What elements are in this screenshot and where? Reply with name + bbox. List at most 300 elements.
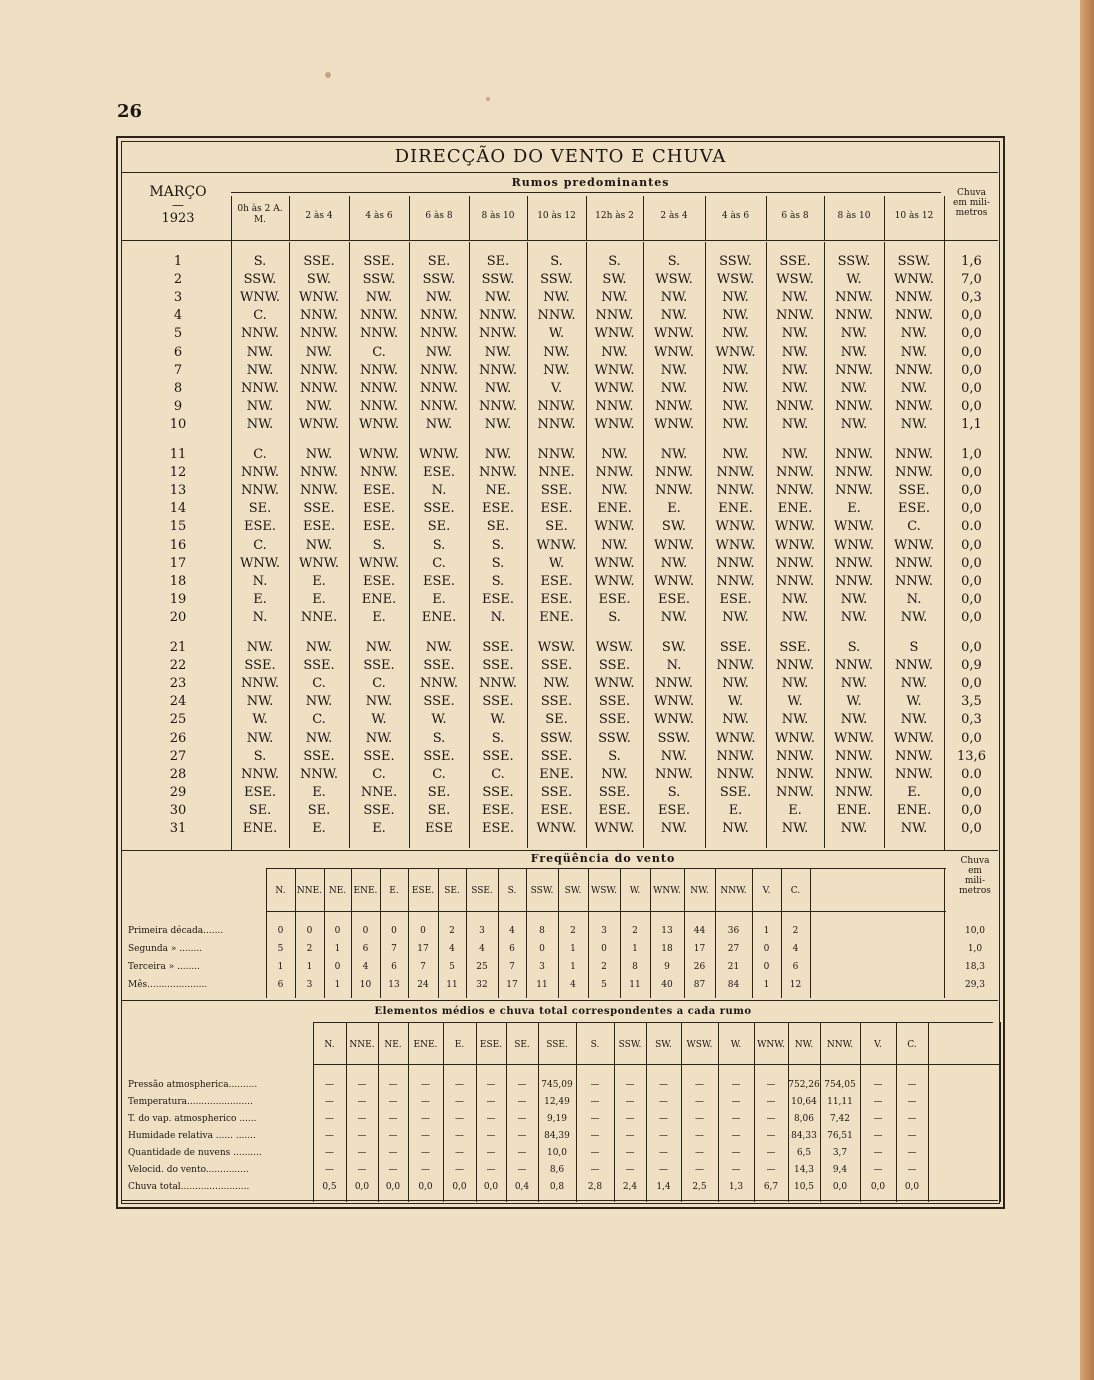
elements-value-cell: 9,4 [832, 1165, 848, 1175]
elements-value-cell: 2,8 [587, 1182, 603, 1192]
wind-direction-cell: NNW. [776, 658, 814, 674]
wind-direction-cell: ESE. [481, 501, 515, 517]
wind-direction-cell: NW. [781, 326, 809, 342]
elements-value-cell: — [421, 1148, 430, 1158]
elements-value-cell: — [766, 1097, 776, 1107]
wind-direction-cell: S. [253, 254, 267, 269]
wind-direction-cell: SSE. [303, 748, 335, 764]
wind-direction-cell: NNW. [595, 308, 634, 324]
wind-direction-cell: NW. [246, 416, 274, 432]
wind-direction-cell: WNW. [654, 537, 694, 553]
wind-direction-cell: SSE. [363, 254, 395, 269]
wind-direction-cell: SSW. [243, 272, 277, 288]
wind-direction-cell: E. [667, 501, 681, 517]
wind-direction-cell: NW. [660, 447, 688, 462]
wind-direction-cell: SSW. [719, 254, 752, 269]
wind-direction-cell: NNW. [420, 398, 458, 414]
elements-col-header: SSW. [618, 1040, 642, 1050]
elements-value-cell: — [907, 1148, 917, 1158]
elements-value-cell: — [517, 1097, 527, 1107]
elements-value-cell: — [325, 1148, 334, 1158]
elements-value-cell: — [659, 1165, 668, 1175]
wind-direction-cell: NNW. [360, 362, 398, 378]
elements-col-header: W. [730, 1040, 742, 1050]
wind-direction-cell: WNW. [715, 730, 756, 746]
rule [266, 868, 946, 869]
elements-value-cell: 84,39 [544, 1131, 570, 1141]
wind-direction-cell: NW. [722, 326, 749, 342]
frequency-title: Freqüência do vento [530, 852, 676, 865]
elements-value-cell: 0,0 [418, 1182, 433, 1192]
wind-direction-cell: N. [252, 609, 268, 625]
wind-direction-cell: NNW. [776, 308, 814, 324]
wind-direction-cell: NW. [722, 416, 749, 432]
freq-value-cell: 9 [664, 962, 670, 972]
wind-direction-cell: C. [312, 712, 326, 728]
wind-direction-cell: NNE. [538, 465, 575, 481]
day-number: 15 [169, 519, 187, 535]
wind-direction-cell: SSE. [598, 694, 631, 710]
rain-cell: 0,0 [961, 501, 982, 517]
freq-value-cell: 4 [509, 926, 515, 936]
wind-direction-cell: ENE. [242, 821, 278, 836]
wind-direction-cell: W. [846, 272, 862, 288]
wind-direction-cell: SE. [545, 519, 568, 535]
freq-value-cell: 26 [693, 962, 706, 972]
wind-direction-cell: NW. [840, 676, 868, 692]
rain-cell: 0,0 [961, 802, 982, 818]
freq-value-cell: 4 [479, 944, 485, 954]
rule [121, 240, 998, 241]
day-number: 5 [173, 326, 183, 342]
wind-direction-cell: WSW. [716, 272, 755, 288]
elements-value-cell: — [766, 1080, 776, 1090]
wind-direction-cell: ENE. [421, 609, 457, 625]
wind-direction-cell: NW. [246, 344, 274, 360]
wind-direction-cell: S. [491, 555, 505, 571]
wind-direction-cell: SSE. [303, 254, 335, 269]
freq-value-cell: 1 [570, 944, 576, 954]
hour-header-0: 0h às 2 A. M. [237, 204, 283, 225]
elements-value-cell: — [421, 1114, 430, 1124]
wind-direction-cell: NW. [781, 416, 809, 432]
paper-stain [486, 97, 490, 101]
elements-value-cell: 752,26 [788, 1080, 820, 1090]
wind-direction-cell: ENE. [896, 802, 932, 818]
wind-direction-cell: WNW. [715, 537, 756, 553]
freq-row-label: Segunda » ........ [128, 944, 203, 954]
wind-direction-cell: NW. [840, 591, 868, 607]
elements-value-cell: — [421, 1165, 430, 1175]
wind-direction-cell: ESE. [657, 802, 691, 818]
wind-direction-cell: SSE. [423, 501, 455, 517]
wind-direction-cell: SE. [427, 784, 451, 800]
rain-cell: 0,0 [961, 591, 982, 607]
wind-direction-cell: SSE. [540, 658, 573, 674]
rain-cell: 0,0 [961, 465, 982, 481]
elements-value-cell: 754,05 [824, 1080, 856, 1090]
elements-value-cell: — [907, 1165, 917, 1175]
wind-direction-cell: SSE. [719, 640, 752, 655]
rule [121, 850, 998, 851]
freq-value-cell: 21 [727, 962, 740, 972]
wind-direction-cell: SSW. [837, 254, 871, 269]
elements-value-cell: — [455, 1097, 464, 1107]
freq-value-cell: 24 [417, 980, 429, 990]
elements-value-cell: — [357, 1165, 367, 1175]
elements-value-cell: — [873, 1165, 883, 1175]
wind-direction-cell: V. [550, 380, 563, 396]
wind-direction-cell: WNW. [654, 326, 694, 342]
freq-value-cell: 6 [509, 944, 515, 954]
day-number: 9 [173, 398, 183, 414]
page-number: 26 [117, 101, 143, 122]
freq-value-cell: 17 [417, 944, 429, 954]
wind-direction-cell: W. [727, 694, 744, 710]
wind-direction-cell: NW. [660, 362, 688, 378]
elements-col-header: S. [590, 1040, 600, 1050]
wind-direction-cell: NNW. [835, 465, 873, 481]
wind-direction-cell: SSW. [598, 730, 631, 746]
wind-direction-cell: NNW. [360, 380, 398, 396]
day-number: 21 [169, 640, 187, 655]
freq-value-cell: 17 [693, 944, 706, 954]
elements-value-cell: — [695, 1114, 704, 1124]
elements-value-cell: — [695, 1080, 704, 1090]
wind-direction-cell: NNW. [895, 362, 933, 378]
wind-direction-cell: E. [372, 821, 386, 836]
wind-direction-cell: NNW. [360, 326, 398, 342]
freq-value-cell: 6 [277, 980, 284, 990]
elements-value-cell: — [766, 1114, 776, 1124]
wind-direction-cell: WNW. [654, 573, 694, 589]
elements-value-cell: 2,5 [692, 1182, 707, 1192]
freq-value-cell: 4 [570, 980, 576, 990]
wind-direction-cell: WNW. [594, 362, 635, 378]
elements-value-cell: — [517, 1148, 527, 1158]
wind-direction-cell: NW. [722, 290, 749, 306]
wind-direction-cell: NW. [660, 290, 688, 306]
rain-cell: 0,0 [961, 398, 982, 414]
wind-direction-cell: NNW. [895, 658, 933, 674]
freq-value-cell: 5 [601, 980, 607, 990]
wind-direction-cell: NNW. [776, 766, 814, 782]
hour-header-9: 6 às 8 [781, 211, 809, 221]
freq-col-header: NW. [690, 886, 709, 896]
freq-value-cell: 6 [362, 944, 369, 954]
day-number: 20 [169, 609, 187, 625]
elements-col-header: E. [454, 1040, 465, 1050]
elements-value-cell: — [590, 1097, 600, 1107]
rain-cell: 0,0 [961, 555, 982, 571]
hour-header-5: 10 às 12 [537, 211, 576, 221]
wind-direction-cell: ENE. [777, 501, 813, 517]
wind-direction-cell: NNW. [835, 748, 873, 764]
rain-cell: 0,0 [961, 609, 982, 625]
elements-value-cell: — [659, 1080, 668, 1090]
wind-direction-cell: NW. [660, 555, 688, 571]
hour-header-3: 6 às 8 [425, 211, 453, 221]
day-number: 19 [169, 591, 187, 607]
wind-direction-cell: C. [432, 555, 446, 571]
wind-direction-cell: E. [432, 591, 446, 607]
wind-direction-cell: SSE. [363, 658, 395, 674]
day-number: 8 [173, 380, 183, 396]
wind-direction-cell: NW. [484, 290, 512, 306]
wind-direction-cell: NW. [781, 344, 809, 360]
freq-value-cell: 7 [391, 944, 397, 954]
wind-direction-cell: NNW. [835, 573, 873, 589]
freq-rain-header: metros [959, 886, 991, 896]
elements-value-cell: — [625, 1080, 635, 1090]
elements-row-label: T. do vap. atmospherico ...... [128, 1114, 257, 1124]
elements-col-header: SE. [514, 1040, 530, 1050]
elements-value-cell: 1,3 [728, 1182, 744, 1192]
wind-direction-cell: SSE. [303, 501, 335, 517]
wind-direction-cell: WNW. [654, 344, 694, 360]
wind-direction-cell: NW. [365, 694, 393, 710]
wind-direction-cell: NW. [246, 362, 274, 378]
wind-direction-cell: SSE. [598, 712, 631, 728]
rain-cell: 0,0 [961, 362, 982, 378]
wind-direction-cell: NW. [425, 416, 453, 432]
wind-direction-cell: SSW. [362, 272, 396, 288]
wind-direction-cell: NNW. [420, 362, 458, 378]
wind-direction-cell: ESE. [481, 821, 515, 836]
wind-direction-cell: SSW. [481, 272, 515, 288]
wind-direction-cell: NW. [660, 609, 688, 625]
wind-direction-cell: SSE. [719, 784, 752, 800]
freq-value-cell: 13 [661, 926, 673, 936]
elements-value-cell: — [590, 1148, 600, 1158]
wind-direction-cell: C. [491, 766, 505, 782]
wind-direction-cell: NW. [484, 447, 512, 462]
freq-value-cell: 1 [763, 926, 770, 936]
elements-col-header: ENE. [413, 1040, 438, 1050]
wind-direction-cell: SE. [427, 254, 451, 269]
wind-direction-cell: WNW. [834, 537, 874, 553]
freq-col-header: V. [762, 886, 771, 896]
freq-value-cell: 87 [693, 980, 706, 990]
elements-value-cell: — [873, 1131, 883, 1141]
day-number: 26 [169, 730, 187, 746]
day-number: 7 [173, 362, 183, 378]
wind-direction-cell: SSE. [540, 694, 573, 710]
freq-value-cell: 10 [359, 980, 372, 990]
rain-header: Chuva [957, 188, 986, 198]
wind-direction-cell: NNW. [595, 398, 634, 414]
elements-value-cell: — [325, 1097, 334, 1107]
freq-value-cell: 1 [277, 962, 284, 972]
rain-cell: 3,5 [961, 694, 982, 710]
hour-header-8: 4 às 6 [721, 211, 750, 221]
wind-direction-cell: NNW. [360, 308, 398, 324]
wind-direction-cell: WNW. [654, 712, 694, 728]
wind-direction-cell: NW. [305, 447, 333, 462]
wind-direction-cell: NW. [840, 380, 868, 396]
wind-direction-cell: NW. [305, 730, 333, 746]
elements-value-cell: — [731, 1097, 741, 1107]
elements-value-cell: — [659, 1131, 668, 1141]
freq-col-header: W. [629, 886, 641, 896]
wind-direction-cell: NNW. [835, 362, 873, 378]
elements-value-cell: 0,8 [549, 1182, 565, 1192]
wind-direction-cell: WNW. [894, 537, 934, 553]
freq-value-cell: 1 [334, 944, 341, 954]
wind-direction-cell: NW. [484, 380, 512, 396]
wind-direction-cell: NW. [840, 416, 868, 432]
rain-header: em mili- [953, 198, 990, 208]
page-title: DIRECÇÃO DO VENTO E CHUVA [394, 146, 727, 167]
wind-direction-cell: NW. [781, 609, 809, 625]
wind-direction-cell: NNW. [655, 465, 693, 481]
rain-cell: 0,9 [961, 658, 982, 674]
elements-value-cell: — [325, 1131, 334, 1141]
elements-value-cell: — [625, 1131, 635, 1141]
elements-value-cell: 9,19 [546, 1114, 568, 1124]
wind-direction-cell: NNW. [716, 766, 755, 782]
wind-direction-cell: NNW. [479, 398, 517, 414]
elements-value-cell: 0,0 [870, 1182, 886, 1192]
rain-cell: 0,0 [961, 730, 982, 746]
freq-col-header: E. [389, 886, 399, 896]
wind-direction-cell: NW. [660, 821, 688, 836]
wind-direction-cell: ESE. [362, 573, 396, 589]
rain-cell: 7,0 [961, 272, 982, 288]
freq-rain-cell: 1,0 [967, 944, 983, 954]
elements-value-cell: — [873, 1114, 883, 1124]
wind-direction-cell: WNW. [654, 694, 694, 710]
wind-direction-cell: NNW. [241, 766, 279, 782]
wind-direction-cell: SW. [661, 640, 687, 655]
elements-value-cell: — [625, 1165, 635, 1175]
wind-direction-cell: NW. [840, 344, 868, 360]
book-spine-edge [1080, 0, 1094, 1380]
elements-value-cell: — [625, 1097, 635, 1107]
wind-direction-cell: SSE. [244, 658, 276, 674]
freq-value-cell: 8 [632, 962, 638, 972]
elements-value-cell: — [455, 1148, 464, 1158]
wind-direction-cell: SSW. [422, 272, 456, 288]
wind-direction-cell: S. [608, 609, 621, 625]
freq-value-cell: 0 [601, 944, 607, 954]
elements-value-cell: — [873, 1148, 883, 1158]
wind-direction-cell: NW. [543, 344, 570, 360]
freq-value-cell: 0 [334, 962, 341, 972]
wind-direction-cell: NNW. [835, 658, 873, 674]
rain-cell: 0,0 [961, 537, 982, 553]
wind-direction-cell: NNW. [716, 748, 755, 764]
wind-direction-cell: S. [432, 537, 446, 553]
wind-direction-cell: NW. [365, 730, 393, 746]
wind-direction-cell: SSE. [779, 254, 811, 269]
wind-direction-cell: S. [491, 573, 505, 589]
wind-direction-cell: NNW. [895, 748, 933, 764]
month-label: MARÇO [149, 184, 207, 200]
elements-value-cell: — [731, 1080, 741, 1090]
elements-value-cell: — [388, 1148, 398, 1158]
freq-value-cell: 0 [391, 926, 397, 936]
elements-col-header: NE. [384, 1040, 402, 1050]
wind-direction-cell: S [909, 640, 919, 655]
month-dash: — [172, 198, 184, 212]
elements-value-cell: — [625, 1148, 635, 1158]
wind-direction-cell: WNW. [834, 519, 874, 535]
wind-direction-cell: E. [312, 591, 326, 607]
freq-col-header: SE. [444, 886, 460, 896]
wind-direction-cell: E. [253, 591, 267, 607]
freq-rain-header: em [968, 866, 982, 876]
wind-direction-cell: E. [312, 573, 326, 589]
day-number: 23 [169, 676, 187, 692]
elements-value-cell: — [731, 1114, 741, 1124]
wind-direction-cell: NNW. [537, 416, 576, 432]
wind-direction-cell: NW. [601, 290, 628, 306]
rain-cell: 1,0 [961, 447, 982, 462]
freq-value-cell: 1 [570, 962, 576, 972]
wind-direction-cell: E. [907, 784, 921, 800]
wind-direction-cell: NW. [246, 640, 274, 655]
wind-direction-cell: NNW. [241, 326, 279, 342]
wind-direction-cell: NW. [900, 326, 928, 342]
day-number: 2 [173, 272, 183, 288]
wind-direction-cell: NNW. [300, 483, 338, 499]
rain-cell: 13,6 [957, 748, 986, 764]
column-rule [810, 868, 811, 998]
elements-value-cell: — [357, 1097, 367, 1107]
freq-value-cell: 3 [479, 926, 485, 936]
elements-value-cell: 8,06 [793, 1114, 815, 1124]
rain-cell: 0.0 [961, 519, 982, 535]
elements-value-cell: 11,11 [827, 1097, 853, 1107]
wind-direction-cell: NNW. [479, 362, 517, 378]
wind-direction-cell: SSW. [540, 272, 573, 288]
elements-col-header: SSE. [546, 1040, 568, 1050]
elements-value-cell: — [421, 1131, 430, 1141]
freq-value-cell: 0 [334, 926, 341, 936]
freq-value-cell: 5 [449, 962, 455, 972]
wind-direction-cell: ESE. [540, 573, 573, 589]
wind-direction-cell: WSW. [595, 640, 634, 655]
rain-cell: 0,0 [961, 573, 982, 589]
elements-value-cell: — [517, 1131, 527, 1141]
freq-value-cell: 44 [693, 926, 706, 936]
rule [313, 1022, 993, 1023]
elements-value-cell: — [695, 1131, 704, 1141]
day-number: 30 [169, 802, 187, 818]
wind-direction-cell: NNW. [776, 555, 814, 571]
elements-row-label: Quantidade de nuvens .......... [128, 1148, 262, 1158]
year-label: 1923 [161, 211, 195, 226]
wind-direction-cell: SE. [427, 802, 451, 818]
wind-direction-cell: N. [252, 573, 268, 589]
freq-col-header: N. [275, 886, 286, 896]
paper-stain [325, 72, 331, 78]
wind-direction-cell: SSE. [540, 483, 573, 499]
wind-direction-cell: NW. [781, 591, 809, 607]
elements-value-cell: 1,4 [656, 1182, 671, 1192]
wind-direction-cell: NW. [543, 676, 570, 692]
wind-direction-cell: WNW. [594, 416, 635, 432]
wind-direction-cell: ESE. [540, 802, 573, 818]
freq-value-cell: 0 [539, 944, 545, 954]
wind-direction-cell: NNW. [360, 398, 398, 414]
day-number: 1 [173, 254, 183, 269]
hour-header-4: 8 às 10 [481, 211, 515, 221]
elements-col-header: ESE. [479, 1040, 503, 1050]
day-number: 6 [173, 344, 183, 360]
freq-value-cell: 4 [792, 944, 799, 954]
